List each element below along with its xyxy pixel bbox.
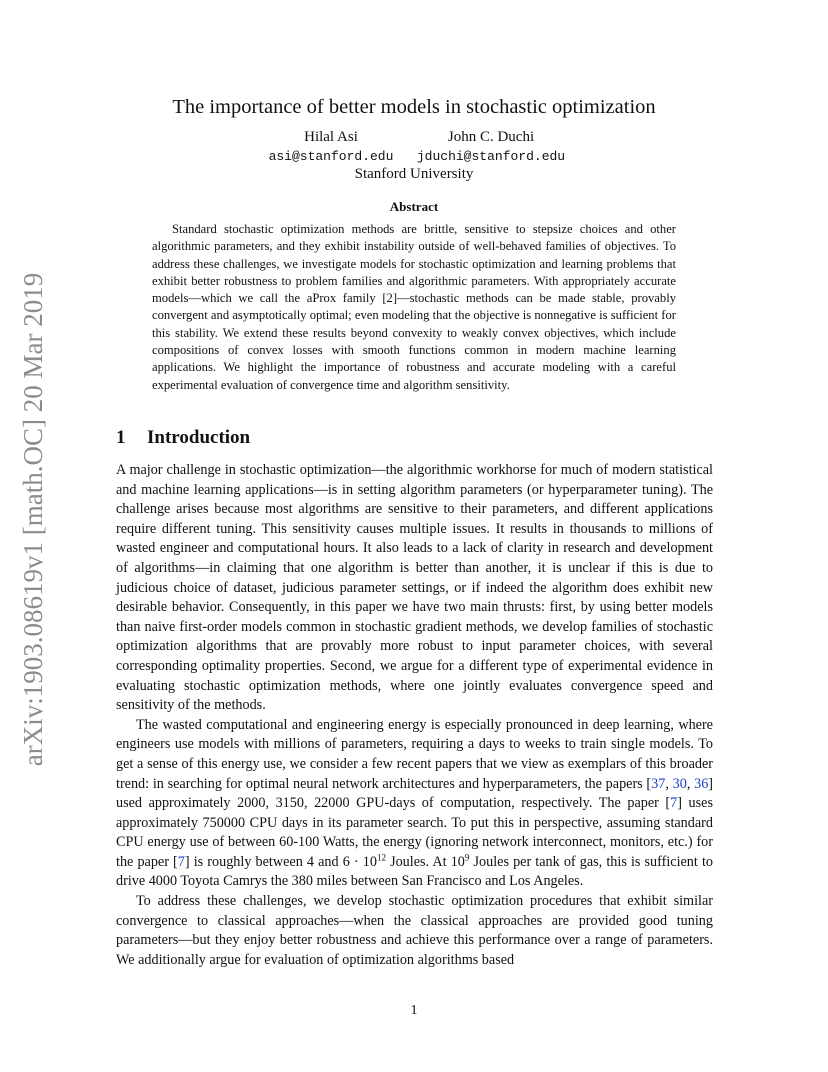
paragraph-3: To address these challenges, we develop stochastic optimization procedures that exhibit similar convergence to classical approaches—when the classical approaches are provided good tuning parameters—but they enjoy better robustness and achieve this performance over a range of parameters. We additionally argue for evaluation of optimization algorithms based [116,893,713,968]
citation-separator: , [686,775,695,792]
exponent: 9 [464,852,470,863]
arxiv-identifier-text: arXiv:1903.08619v1 [math.OC] 20 Mar 2019 [18,272,48,767]
author-email: asi@stanford.edu [268,149,394,164]
author-name: John C. Duchi [447,129,535,145]
abstract-text: Standard stochastic optimization methods are brittle, sensitive to stepsize choices and other algorithmic parameters, and they exhibit instability outside of well-behaved families of objectives. To address these challenges, we investigate models for stochastic optimization and learning problems that exhibit better robustness to problem families and algorithmic parameters. With appropriately accurate models—which we call the aProx family [2]—stochastic methods can be made stable, provably convergent and asymptotically optimal; even modeling that the objective is nonnegative is sufficient for this stability. We extend these results beyond convexity to weakly convex objectives, which include compositions of convex losses with smooth functions common in modern machine learning applications. We highlight the importance of robustness and accurate modeling with a careful experimental evaluation of convergence time and algorithm sensitivity. [152,222,676,392]
author-affiliation: Stanford University [354,166,474,182]
citation-link[interactable]: 7 [670,795,678,812]
citation-link[interactable]: 7 [177,853,185,870]
paragraph-1: A major challenge in stochastic optimization—the algorithmic workhorse for much of modern statistical and machine learning applications—is in setting algorithm parameters (or hyperparameter tuning). The challenge arises because most algorithms are sensitive to their parameters, and different applications require different tuning. This sensitivity causes multiple issues. It results in thousands to millions of wasted engineer and computational hours. It also leads to a lack of clarity in research and development of algorithms—in claiming that one algorithm is better than another, it is unclear if this is due to judicious choice of dataset, judicious parameter settings, or if indeed the algorithm does exhibit new desirable behavior. Consequently, in this paper we have two main thrusts: first, by using better models than naive first-order models common in stochastic gradient methods, we develop families of stochastic optimization algorithms that are provably more robust to input parameter choices, with several corresponding optimality properties. Second, we argue for a different type of experimental evidence in evaluating stochastic optimization methods, where one jointly evaluates convergence speed and sensitivity of the methods. [116,462,713,714]
introduction-body [116,461,713,970]
section-title: Introduction [147,427,251,448]
paragraph-2-text: Joules. At 10 [385,853,465,870]
paragraph-2-text: ] used approximately 2000, 3150, 22000 GPU-days of computation, respectively. The paper [ [116,775,714,812]
paragraph-2-text: The wasted computational and engineering energy is especially pronounced in deep learning, where engineers use models with millions of parameters, requiring a days to weeks to train single models. To get a sense of this energy use, we consider a few recent papers that we view as exemplars of this broader trend: in searching for optimal neural network architectures and hyperparameters, the papers [ [116,716,713,792]
author-block-2 [406,127,576,167]
paragraph-2-text: Joules per tank of gas, this is sufficient to drive 4000 Toyota Camrys the 380 miles between San Francisco and Los Angeles. [116,853,713,890]
paragraph-2 [116,716,713,892]
author-block-1 [256,127,406,167]
paper-title: The importance of better models in stochastic optimization [172,96,656,118]
exponent: 12 [376,852,386,863]
paragraph-2-text: ] is roughly between 4 and 6 · 10 [184,853,377,870]
section-heading [116,426,250,450]
section-number: 1 [116,427,126,448]
citation-link[interactable]: 37 [651,775,666,792]
citation-link[interactable]: 36 [694,775,709,792]
citation-separator: , [665,775,673,792]
author-email: jduchi@stanford.edu [416,149,566,164]
author-name: Hilal Asi [304,129,358,145]
page-number: 1 [410,1003,418,1018]
abstract-heading: Abstract [389,199,439,214]
paragraph-2-text: ] uses approximately 750000 CPU days in its parameter search. To put this in perspective, assuming standard CPU energy use of between 60-100 Watts, the energy (ignoring network interconnect, monitors, etc.) for the paper [ [116,795,713,870]
arxiv-identifier-stamp [13,262,53,777]
citation-link[interactable]: 30 [672,775,687,792]
